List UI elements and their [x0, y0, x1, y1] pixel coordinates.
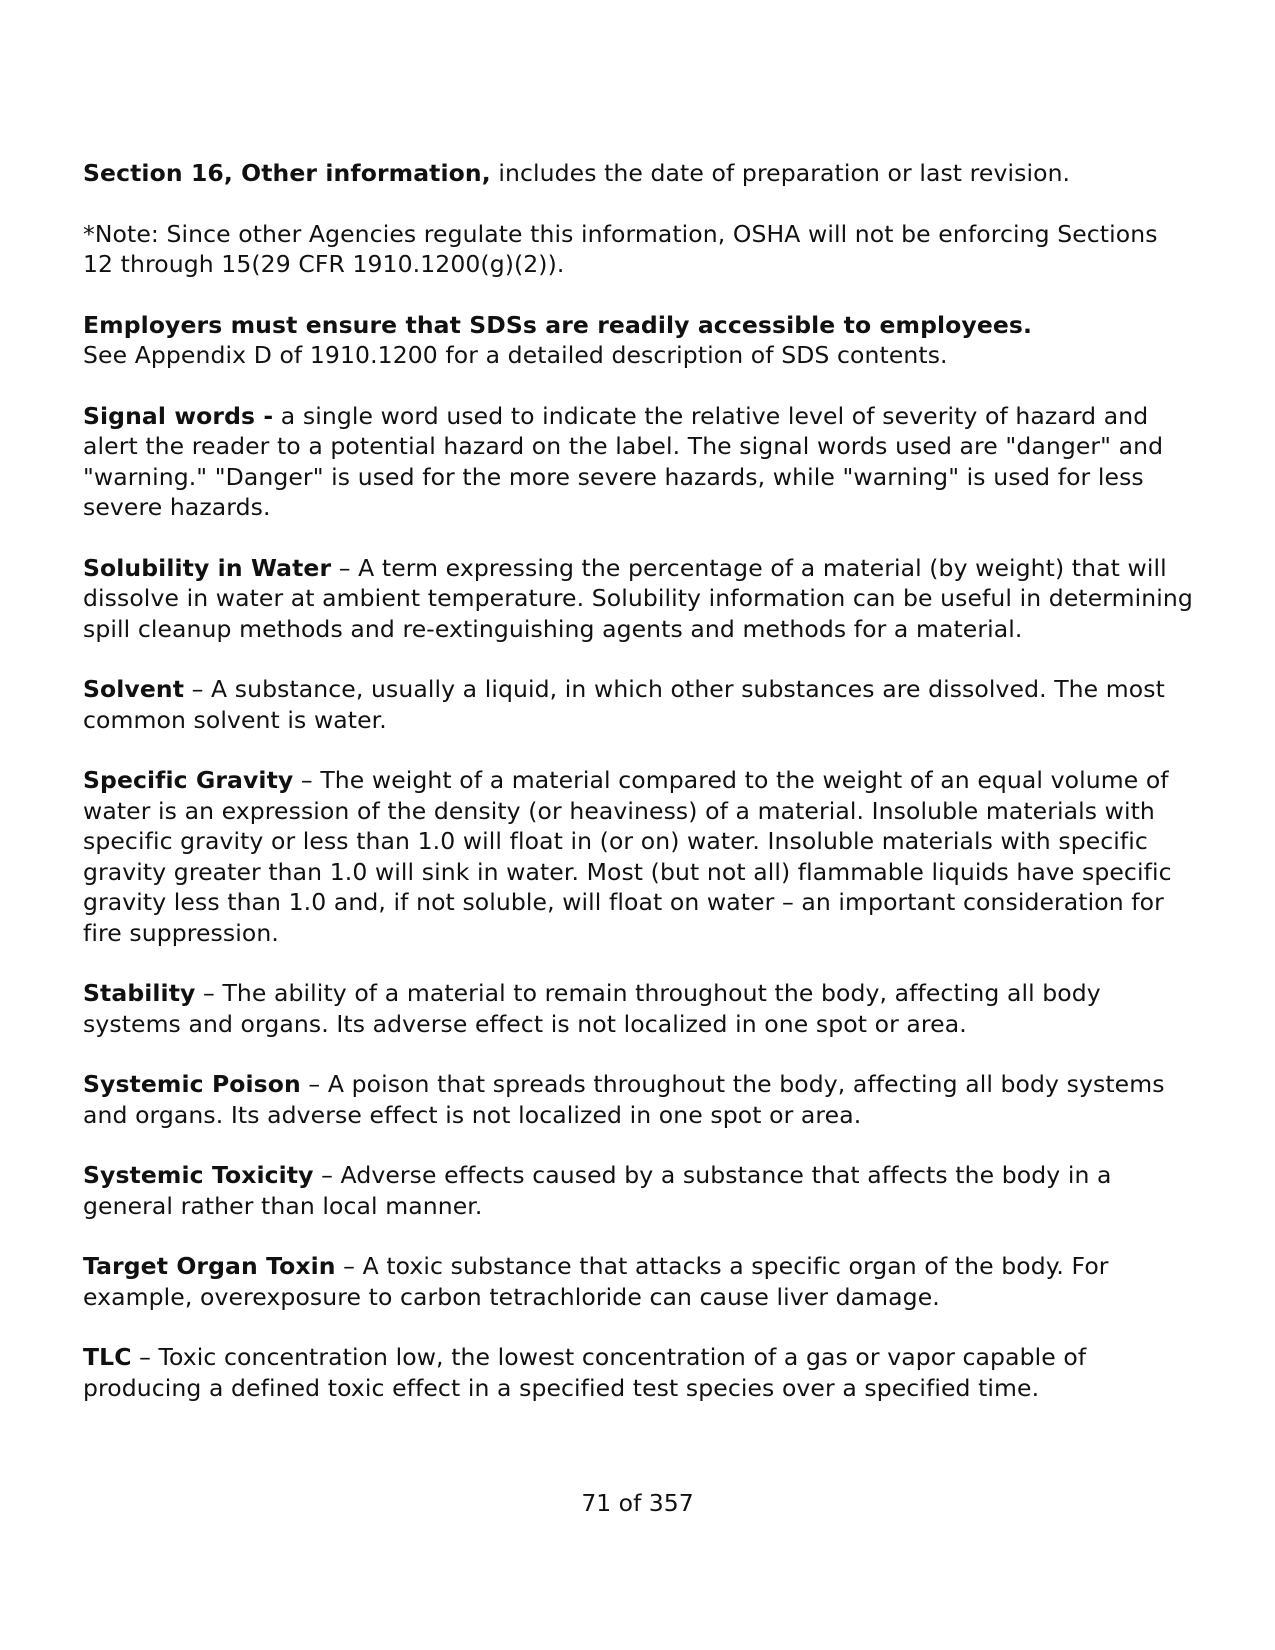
entry-employers-sds	[83, 310, 1193, 371]
entry-term: Solvent	[83, 675, 185, 703]
entry-text: includes the date of preparation or last revision.	[490, 159, 1071, 187]
entry-text: *Note: Since other Agencies regulate this information, OSHA will not be enforcing Sections 12 through 15(29 CFR 1910.1200(g)(2)).	[83, 219, 1158, 278]
entry-term: Specific Gravity	[83, 766, 294, 794]
entry-text: – Toxic concentration low, the lowest concentration of a gas or vapor capable of producing a defined toxic effect in a specified test species over a specified time.	[83, 1343, 1087, 1402]
entry-solubility-in-water	[83, 553, 1193, 645]
entry-text: – The weight of a material compared to the weight of an equal volume of water is an expression of the density (or heaviness) of a material. Insoluble materials with specific gravity or less than 1.0 will float in (or on) water. Insoluble materials with specific gravity greater than 1.0 will sink in water. Most (but not all) flammable liquids have specific gravity less than 1.0 and, if not soluble, will float on water – an important consideration for fire suppression.	[83, 766, 1172, 947]
entry-text: – A substance, usually a liquid, in which other substances are dissolved. The most common solvent is water.	[83, 675, 1165, 734]
entry-specific-gravity	[83, 765, 1193, 948]
entry-text: – A toxic substance that attacks a specific organ of the body. For example, overexposure to carbon tetrachloride can cause liver damage.	[83, 1252, 1109, 1311]
entry-term: Systemic Toxicity	[83, 1161, 314, 1189]
entry-stability	[83, 978, 1193, 1039]
entry-text: – A term expressing the percentage of a material (by weight) that will dissolve in water at ambient temperature. Solubility information can be useful in determining spill cleanup methods and re-extinguishing agents and methods for a material.	[83, 553, 1193, 643]
entry-term: Section 16, Other information,	[83, 159, 491, 187]
entry-term: Systemic Poison	[83, 1070, 301, 1098]
entry-text: – A poison that spreads throughout the body, affecting all body systems and organs. Its adverse effect is not localized in one spot or area.	[83, 1070, 1165, 1129]
entry-signal-words	[83, 401, 1193, 523]
entry-systemic-poison	[83, 1069, 1193, 1130]
entry-term: TLC	[83, 1343, 132, 1371]
entry-term: Target Organ Toxin	[83, 1252, 336, 1280]
entry-text: – Adverse effects caused by a substance that affects the body in a general rather than local manner.	[83, 1161, 1112, 1220]
entry-term: Stability	[83, 979, 196, 1007]
entry-term: Solubility in Water	[83, 553, 332, 582]
entry-tlc	[83, 1342, 1193, 1403]
entry-text: See Appendix D of 1910.1200 for a detailed description of SDS contents.	[83, 341, 948, 369]
entry-section-16	[83, 158, 1193, 189]
page-number: 71 of 357	[581, 1489, 694, 1517]
entry-target-organ-toxin	[83, 1251, 1193, 1312]
entry-text: – The ability of a material to remain throughout the body, affecting all body systems and organs. Its adverse effect is not localized in one spot or area.	[83, 979, 1101, 1038]
entry-solvent	[83, 674, 1193, 735]
entry-note	[83, 219, 1193, 280]
entry-systemic-toxicity	[83, 1160, 1193, 1221]
entry-term: Signal words -	[83, 401, 274, 430]
glossary-content	[83, 158, 1193, 1433]
entry-term: Employers must ensure that SDSs are readily accessible to employees.	[83, 310, 1033, 339]
entry-text: a single word used to indicate the relative level of severity of hazard and alert the reader to a potential hazard on the label. The signal words used are "danger" and "warning." "Danger" is used for the more severe hazards, while "warning" is used for less severe hazards.	[83, 401, 1164, 521]
